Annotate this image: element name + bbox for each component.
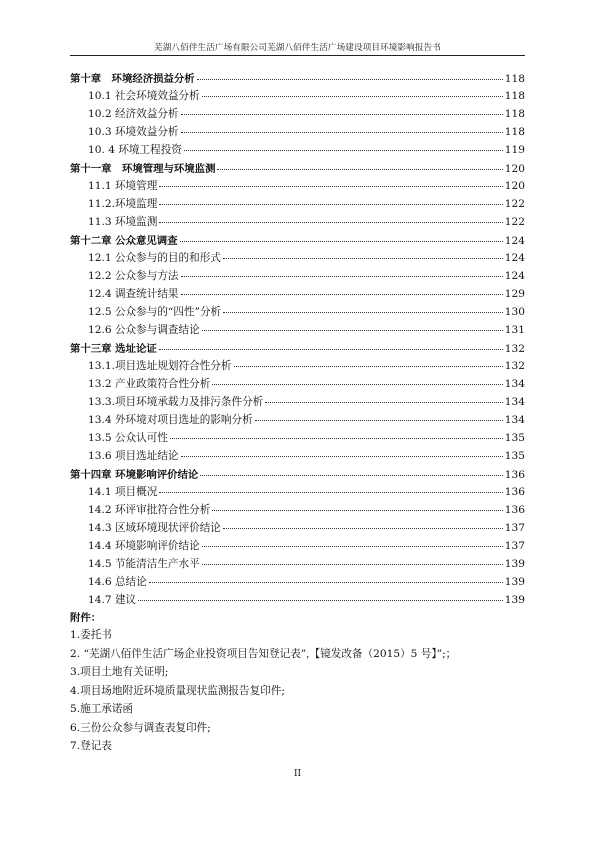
toc-section-entry[interactable] (70, 214, 525, 232)
toc-entry-title: 14.3 区域环境现状评价结论 (88, 522, 221, 534)
toc-entry-page: 137 (504, 522, 525, 534)
toc-dot-leader (217, 159, 502, 170)
toc-entry-title: 13.5 公众认可性 (88, 432, 168, 444)
toc-entry-title: 第十一章 环境管理与环境监测 (70, 163, 216, 175)
toc-entry-page: 139 (504, 594, 525, 606)
appendix-item: 3.项目土地有关证明; (70, 666, 169, 678)
toc-dot-leader (223, 518, 503, 529)
toc-entry-title: 12.2 公众参与方法 (88, 270, 179, 282)
toc-entry-page: 118 (504, 90, 525, 102)
toc-entry-title: 10.1 社会环境效益分析 (88, 90, 200, 102)
toc-dot-leader (180, 231, 503, 242)
toc-entry-page: 139 (504, 558, 525, 570)
toc-dot-leader (149, 572, 503, 583)
toc-entry-page: 124 (504, 235, 525, 247)
toc-entry-page: 136 (504, 469, 525, 481)
toc-entry-page: 130 (504, 306, 525, 318)
toc-entry-title: 10. 4 环境工程投资 (88, 144, 182, 156)
appendix-list (70, 627, 525, 757)
toc-entry-page: 137 (504, 540, 525, 552)
toc-entry-title: 11.2.环境监理 (88, 198, 158, 210)
toc-dot-leader (212, 500, 502, 511)
header-rule (70, 55, 525, 56)
toc-entry-page: 118 (504, 73, 525, 85)
toc-entry-page: 120 (504, 163, 525, 175)
toc-entry-title: 第十二章 公众意见调查 (70, 235, 178, 247)
toc-entry-title: 14.2 环评审批符合性分析 (88, 504, 211, 516)
toc-entry-title: 第十三章 选址论证 (70, 343, 157, 355)
toc-dot-leader (170, 428, 503, 439)
toc-entry-page: 134 (504, 378, 525, 390)
toc-entry-page: 134 (504, 414, 525, 426)
toc-dot-leader (223, 302, 503, 313)
toc-entry-title: 10.3 环境效益分析 (88, 126, 179, 138)
toc-entry-page: 136 (504, 504, 525, 516)
toc-entry-title: 14.1 项目概况 (88, 486, 158, 498)
toc-dot-leader (159, 212, 502, 223)
toc-dot-leader (159, 194, 502, 205)
toc-entry-page: 139 (504, 576, 525, 588)
appendix-item: 1.委托书 (70, 629, 112, 641)
toc-dot-leader (202, 536, 503, 547)
toc-dot-leader (159, 482, 502, 493)
toc-entry-title: 14.7 建议 (88, 594, 137, 606)
toc-entry-page: 132 (504, 343, 525, 355)
toc-dot-leader (223, 248, 503, 259)
appendix-item: 4.项目场地附近环境质量现状监测报告复印件; (70, 684, 285, 697)
toc-dot-leader (234, 356, 503, 367)
toc-dot-leader (181, 446, 503, 457)
toc-section-entry[interactable] (70, 322, 525, 340)
appendix-item: 5.施工承诺函 (70, 703, 134, 715)
toc-entry-page: 122 (504, 198, 525, 210)
toc-section-entry[interactable] (70, 592, 525, 610)
toc-section-entry[interactable] (70, 448, 525, 466)
toc-dot-leader (212, 374, 502, 385)
page-number: II (293, 769, 302, 779)
toc-entry-title: 12.4 调查统计结果 (88, 288, 179, 300)
toc-dot-leader (202, 86, 503, 97)
appendix-section (70, 609, 525, 757)
toc-section-entry[interactable] (70, 142, 525, 160)
toc-entry-title: 13.1.项目选址规划符合性分析 (88, 360, 232, 372)
appendix-heading: 附件： (70, 612, 102, 624)
toc-entry-title: 14.4 环境影响评价结论 (88, 540, 200, 552)
toc-dot-leader (181, 104, 503, 115)
toc-dot-leader (265, 392, 502, 403)
toc-entry-page: 131 (504, 324, 525, 336)
toc-entry-page: 132 (504, 360, 525, 372)
toc-entry-title: 12.6 公众参与调查结论 (88, 324, 200, 336)
toc-dot-leader (255, 410, 503, 421)
toc-entry-title: 13.6 项目选址结论 (88, 450, 179, 462)
toc-entry-page: 124 (504, 270, 525, 282)
table-of-contents (70, 70, 525, 610)
toc-dot-leader (202, 320, 503, 331)
toc-dot-leader (202, 554, 503, 565)
toc-entry-title: 13.3.项目环境承载力及排污条件分析 (88, 396, 264, 408)
toc-entry-title: 14.6 总结论 (88, 576, 147, 588)
toc-entry-title: 第十章 环境经济损益分析 (70, 73, 195, 85)
toc-entry-page: 136 (504, 486, 525, 498)
toc-entry-page: 118 (504, 108, 525, 120)
toc-dot-leader (181, 266, 503, 277)
toc-entry-page: 120 (504, 180, 525, 192)
toc-entry-title: 14.5 节能清洁生产水平 (88, 558, 200, 570)
toc-entry-title: 12.1 公众参与的目的和形式 (88, 252, 221, 264)
toc-entry-title: 10.2 经济效益分析 (88, 108, 179, 120)
toc-dot-leader (138, 590, 503, 601)
appendix-item: 6.三份公众参与调查表复印件; (70, 721, 211, 734)
toc-entry-page: 134 (504, 396, 525, 408)
toc-dot-leader (159, 176, 502, 187)
appendix-item: 7.登记表 (70, 740, 112, 752)
toc-dot-leader (197, 69, 503, 80)
toc-entry-title: 13.4 外环境对项目选址的影响分析 (88, 414, 253, 426)
running-header: 芜湖八佰伴生活广场有限公司芜湖八佰伴生活广场建设项目环境影响报告书 (154, 43, 441, 53)
appendix-item: 2. “芜湖八佰伴生活广场企业投资项目告知登记表”,【镜发改备（2015）5 号】”;； (70, 647, 457, 660)
toc-entry-title: 11.3 环境监测 (88, 216, 158, 228)
toc-dot-leader (159, 339, 503, 350)
toc-dot-leader (181, 284, 503, 295)
toc-entry-page: 118 (504, 126, 525, 138)
toc-dot-leader (181, 122, 503, 133)
toc-entry-page: 135 (504, 450, 525, 462)
toc-entry-page: 135 (504, 432, 525, 444)
toc-entry-title: 13.2 产业政策符合性分析 (88, 378, 211, 390)
toc-entry-title: 12.5 公众参与的“四性”分析 (88, 306, 222, 318)
toc-dot-leader (184, 140, 503, 151)
toc-entry-page: 129 (504, 288, 525, 300)
toc-entry-title: 第十四章 环境影响评价结论 (70, 469, 199, 481)
toc-entry-page: 122 (504, 216, 525, 228)
toc-dot-leader (200, 465, 502, 476)
toc-entry-page: 124 (504, 252, 525, 264)
toc-entry-page: 119 (504, 144, 525, 156)
toc-entry-title: 11.1 环境管理 (88, 180, 158, 192)
